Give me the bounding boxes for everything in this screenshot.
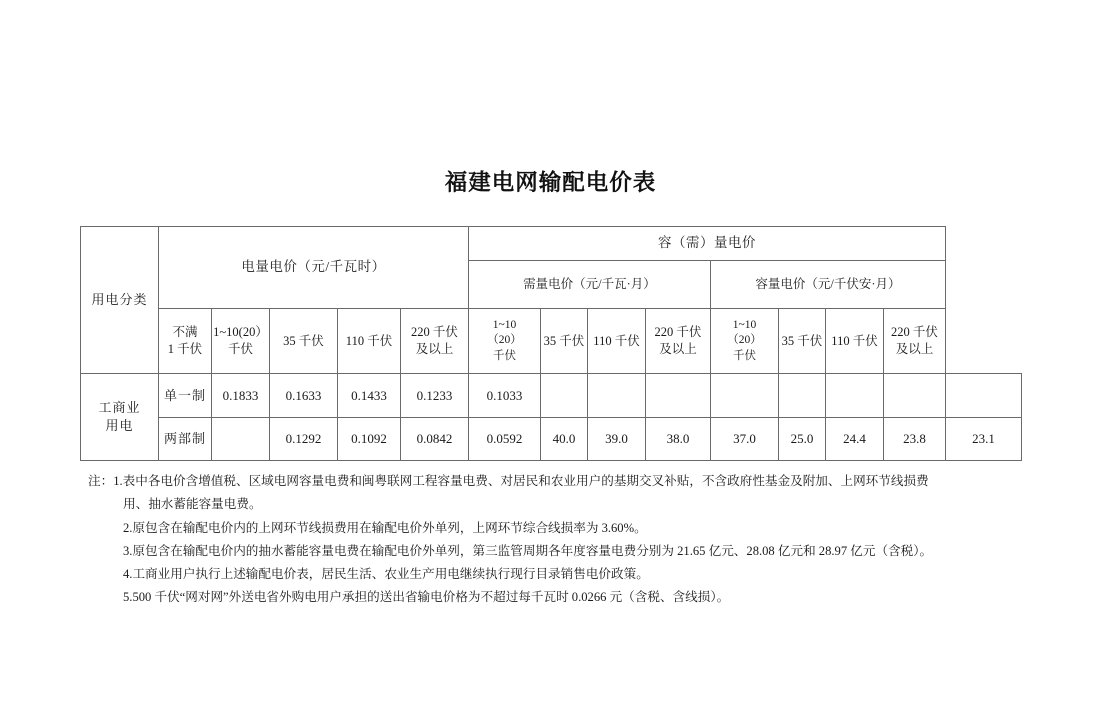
- header-demand-price-group: 需量电价（元/千瓦·月）: [469, 261, 711, 309]
- header-demand-level-1-10-20kv: [469, 309, 541, 374]
- cell-twopart-demand-35kv: 39.0: [588, 418, 646, 461]
- cell-twopart-demand-110kv: 38.0: [646, 418, 711, 461]
- level-line-2: 及以上: [415, 342, 454, 356]
- header-capacity-level-35kv: 35 千伏: [779, 309, 826, 374]
- row-category-line-1: 工商业: [98, 400, 141, 416]
- note-item-1: 1.表中各电价含增值税、区域电网容量电费和闽粤联网工程容量电费、对居民和农业用户的基期交叉补贴，不含政府性基金及附加、上网环节线损费: [113, 474, 929, 488]
- rate-table-container: [80, 226, 1021, 461]
- row-label-two-part-tariff: 两部制: [159, 418, 212, 461]
- header-energy-level-1-10-20kv: [212, 309, 270, 374]
- table-row: [81, 374, 1022, 418]
- cell-single-energy-35kv: 0.1433: [338, 374, 401, 418]
- level-line-3: 千伏: [493, 349, 516, 362]
- cell-single-capacity-110kv: [884, 374, 946, 418]
- header-capacity-level-110kv: 110 千伏: [826, 309, 884, 374]
- notes-section: [88, 470, 1018, 610]
- header-demand-level-35kv: 35 千伏: [541, 309, 588, 374]
- cell-single-energy-220kv: 0.1033: [469, 374, 541, 418]
- table-row: [81, 418, 1022, 461]
- cell-twopart-energy-1to10kv: 0.1292: [270, 418, 338, 461]
- level-line-1: 1~10: [732, 318, 757, 331]
- cell-single-energy-1to10kv: 0.1633: [270, 374, 338, 418]
- level-line-1: 1~10(20）: [213, 325, 268, 340]
- notes-label: 注：: [88, 474, 114, 488]
- cell-twopart-energy-35kv: 0.1092: [338, 418, 401, 461]
- note-line-1-cont: 用、抽水蓄能容量电费。: [123, 497, 262, 512]
- cell-single-capacity-1to10kv: [779, 374, 826, 418]
- level-line-2: 1 千伏: [167, 342, 203, 356]
- note-line-1: [88, 470, 1018, 493]
- cell-twopart-capacity-220kv: 23.1: [946, 418, 1022, 461]
- table-header-row-3: [81, 309, 1022, 374]
- level-line-2: （20）: [727, 334, 762, 347]
- level-line-1: 1~10: [492, 318, 517, 331]
- row-category-industrial-commercial: [81, 374, 159, 461]
- level-line-1: 220 千伏: [411, 325, 458, 340]
- cell-single-energy-110kv: 0.1233: [401, 374, 469, 418]
- level-line-1: 220 千伏: [654, 325, 702, 340]
- header-energy-level-below-1kv: [159, 309, 212, 374]
- level-line-3: 千伏: [733, 349, 756, 362]
- header-demand-level-220kv-above: [646, 309, 711, 374]
- level-line-2: 千伏: [227, 342, 253, 356]
- electricity-rate-table: [80, 226, 1022, 461]
- cell-twopart-energy-below1kv: [212, 418, 270, 461]
- note-line-5: 5.500 千伏“网对网”外送电省外购电用户承担的送出省输电价格为不超过每千瓦时 0.0266 元（含税、含线损）。: [123, 590, 730, 605]
- header-energy-level-220kv-above: [401, 309, 469, 374]
- cell-single-demand-1to10kv: [541, 374, 588, 418]
- header-category: 用电分类: [81, 227, 159, 374]
- header-energy-level-35kv: 35 千伏: [270, 309, 338, 374]
- note-line-2: 2.原包含在输配电价内的上网环节线损费用在输配电价外单列，上网环节综合线损率为 3.60%。: [123, 520, 647, 535]
- cell-twopart-capacity-110kv: 23.8: [884, 418, 946, 461]
- header-energy-price-group: 电量电价（元/千瓦时）: [159, 227, 469, 309]
- cell-twopart-energy-110kv: 0.0842: [401, 418, 469, 461]
- note-line-3: 3.原包含在输配电价内的抽水蓄能容量电费在输配电价外单列，第三监管周期各年度容量电费分别为 21.65 亿元、28.08 亿元和 28.97 亿元（含税）。: [123, 543, 933, 558]
- cell-single-capacity-220kv: [946, 374, 1022, 418]
- level-line-2: （20）: [487, 334, 522, 347]
- level-line-1: 220 千伏: [891, 325, 938, 340]
- header-capacity-price-group: 容量电价（元/千伏安·月）: [711, 261, 946, 309]
- cell-single-demand-110kv: [646, 374, 711, 418]
- header-capacity-level-220kv-above: [884, 309, 946, 374]
- level-line-1: 不满: [172, 325, 198, 340]
- level-line-2: 及以上: [895, 342, 934, 356]
- header-capacity-demand-group: 容（需）量电价: [469, 227, 946, 261]
- header-capacity-level-1-10-20kv: [711, 309, 779, 374]
- cell-twopart-capacity-35kv: 24.4: [826, 418, 884, 461]
- cell-single-demand-220kv: [711, 374, 779, 418]
- cell-single-capacity-35kv: [826, 374, 884, 418]
- cell-twopart-capacity-1to10kv: 25.0: [779, 418, 826, 461]
- cell-twopart-demand-220kv: 37.0: [711, 418, 779, 461]
- cell-single-energy-below1kv: 0.1833: [212, 374, 270, 418]
- cell-twopart-energy-220kv: 0.0592: [469, 418, 541, 461]
- page-title: 福建电网输配电价表: [444, 170, 657, 195]
- row-label-single-tariff: 单一制: [159, 374, 212, 418]
- level-line-2: 及以上: [659, 342, 697, 356]
- header-energy-level-110kv: 110 千伏: [338, 309, 401, 374]
- row-category-line-2: 用电: [105, 418, 134, 433]
- cell-single-demand-35kv: [588, 374, 646, 418]
- cell-twopart-demand-1to10kv: 40.0: [541, 418, 588, 461]
- note-line-4: 4.工商业用户执行上述输配电价表，居民生活、农业生产用电继续执行现行目录销售电价政策。: [123, 567, 649, 582]
- table-header-row-1: [81, 227, 1022, 261]
- header-demand-level-110kv: 110 千伏: [588, 309, 646, 374]
